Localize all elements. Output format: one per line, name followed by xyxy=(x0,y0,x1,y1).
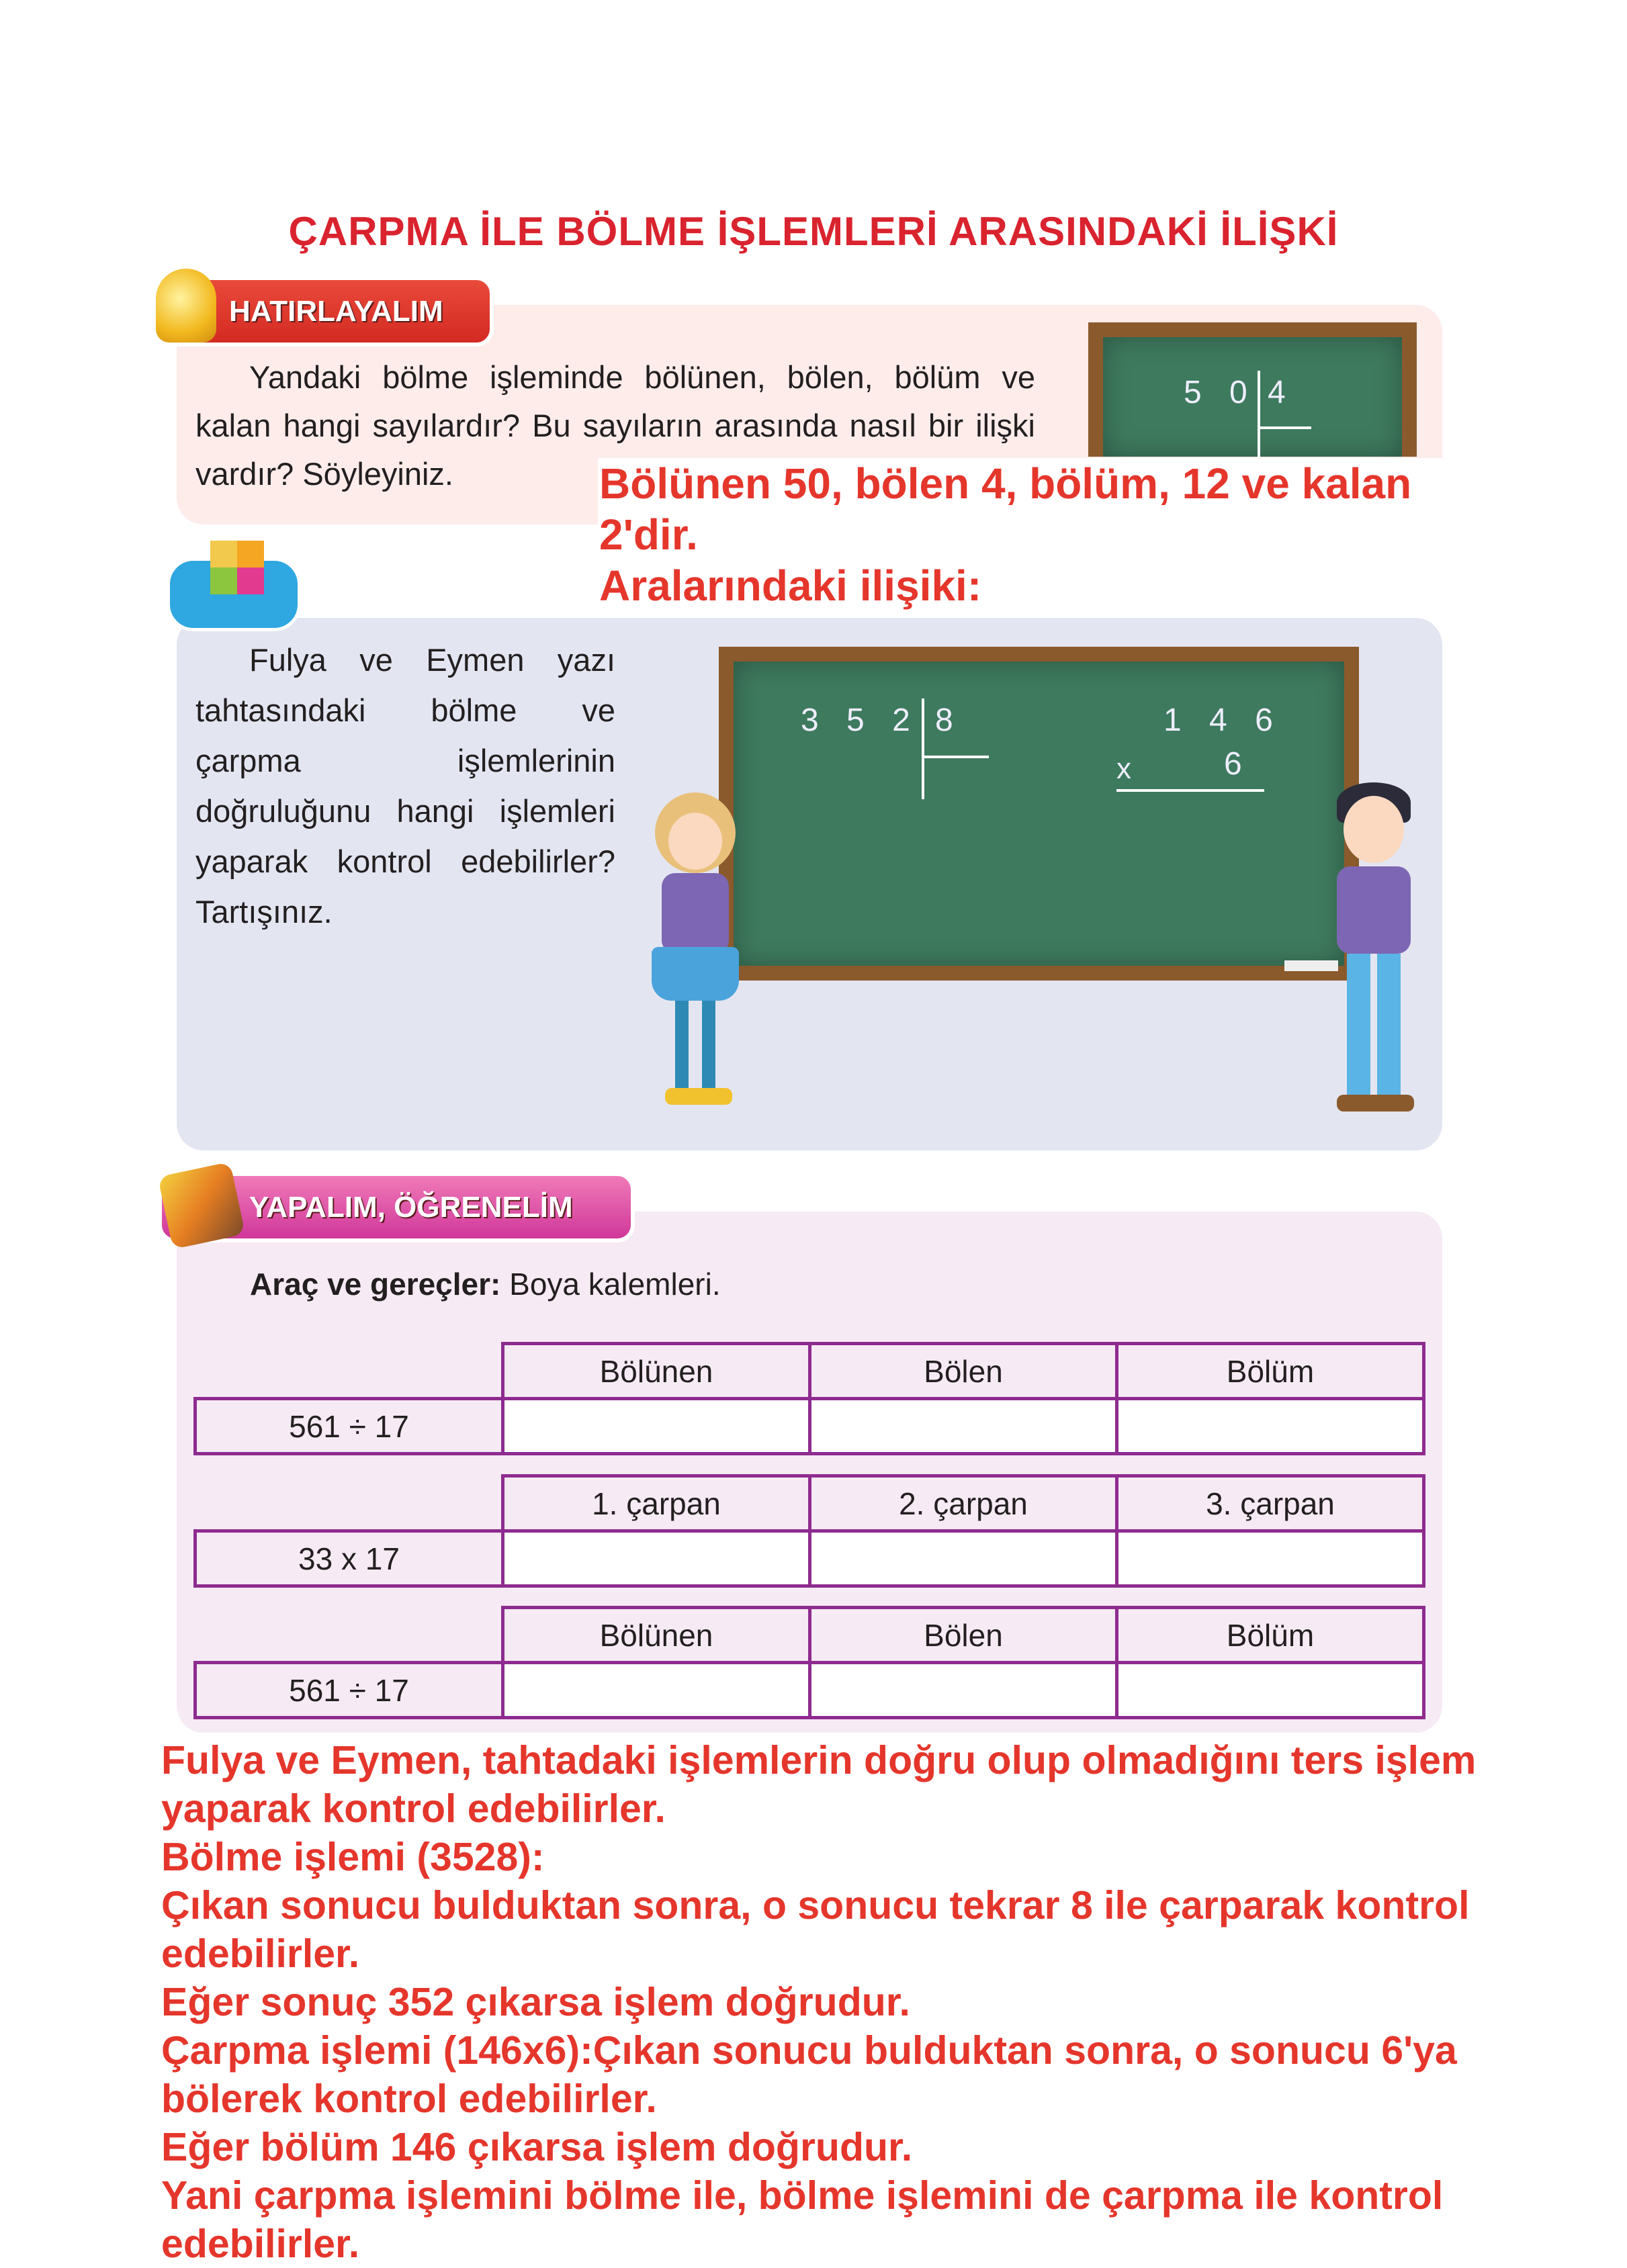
answer-line: Bölünen 50, bölen 4, bölüm, 12 ve kalan 2'dir. xyxy=(599,459,1412,559)
answer-line: Eğer bölüm 146 çıkarsa işlem doğrudur. xyxy=(161,2125,913,2169)
puzzle-speech-icon xyxy=(167,557,301,631)
tools-value: Boya kalemleri. xyxy=(500,1267,721,1302)
board-times: x xyxy=(1116,752,1141,785)
row-label: 561 ÷ 17 xyxy=(195,1663,503,1718)
answer-cell[interactable] xyxy=(1117,1531,1424,1586)
board-dividend: 3 5 2 xyxy=(801,702,920,738)
answer-line: Eğer sonuç 352 çıkarsa işlem doğrudur. xyxy=(161,1980,910,2024)
answer-overlay-2 xyxy=(0,1736,1627,2266)
row-label: 561 ÷ 17 xyxy=(195,1399,503,1454)
answer-line: Çarpma işlemi (146x6):Çıkan sonucu bulduktan sonra, o sonucu 6'ya bölerek kontrol edebilirler. xyxy=(161,2028,1457,2121)
header-cell: Bölünen xyxy=(503,1344,810,1399)
division-bar xyxy=(922,756,989,758)
small-chalkboard xyxy=(1088,322,1417,457)
header-cell: 2. çarpan xyxy=(810,1476,1117,1531)
board-divisor: 4 xyxy=(1268,375,1295,410)
division-table-2 xyxy=(193,1606,1425,1719)
answer-cell[interactable] xyxy=(503,1531,810,1586)
board-multiplicand: 1 4 6 xyxy=(1163,702,1282,738)
answer-cell[interactable] xyxy=(1117,1399,1424,1454)
remember-banner: HATIRLAYALIM xyxy=(158,276,494,347)
girl-illustration xyxy=(638,792,752,1128)
large-chalkboard xyxy=(719,647,1359,981)
board-multiplier: 6 xyxy=(1224,746,1251,782)
header-cell: Bölünen xyxy=(503,1608,810,1663)
division-table xyxy=(193,1342,1425,1455)
division-line xyxy=(922,698,924,799)
answer-overlay-1 xyxy=(598,458,1442,614)
remember-text: Yandaki bölme işleminde bölünen, bölen, bölüm ve kalan hangi sayılardır? Bu sayıların arasında nasıl bir ilişki vardır? Söyleyiniz. xyxy=(195,359,1035,492)
puzzle-piece-icon xyxy=(210,541,264,594)
answer-cell[interactable] xyxy=(1117,1663,1424,1718)
answer-cell[interactable] xyxy=(810,1663,1117,1718)
division-line xyxy=(1258,371,1260,471)
header-cell: Bölüm xyxy=(1117,1608,1424,1663)
tools-label: Araç ve gereçler: xyxy=(250,1267,501,1302)
header-cell: Bölen xyxy=(810,1344,1117,1399)
board-dividend: 5 0 xyxy=(1184,375,1257,410)
board-divisor: 8 xyxy=(935,702,963,738)
discussion-text: Fulya ve Eymen yazı tahtasındaki bölme ve çarpma işlemlerinin doğruluğunu hangi işlemleri yaparak kontrol edebilirler? Tartışınız. xyxy=(195,642,615,929)
answer-line: Bölme işlemi (3528): xyxy=(161,1835,545,1879)
header-cell: 3. çarpan xyxy=(1117,1476,1424,1531)
activity-banner: YAPALIM, ÖĞRENELİM xyxy=(158,1172,635,1242)
answer-line: Yani çarpma işlemini bölme ile, bölme işlemini de çarpma ile kontrol edebilirler. xyxy=(161,2173,1444,2266)
answer-cell[interactable] xyxy=(503,1399,810,1454)
answer-line: Fulya ve Eymen, tahtadaki işlemlerin doğru olup olmadığını ters işlem yaparak kontrol edebilirler. xyxy=(161,1738,1477,1831)
books-icon xyxy=(158,1162,245,1249)
header-cell: 1. çarpan xyxy=(503,1476,810,1531)
row-label: 33 x 17 xyxy=(195,1531,503,1586)
answer-line: Çıkan sonucu bulduktan sonra, o sonucu tekrar 8 ile çarparak kontrol edebilirler. xyxy=(161,1883,1470,1976)
answer-cell[interactable] xyxy=(810,1531,1117,1586)
answer-cell[interactable] xyxy=(503,1663,810,1718)
header-cell: Bölüm xyxy=(1117,1344,1424,1399)
division-bar xyxy=(1258,426,1311,429)
header-cell: Bölen xyxy=(810,1608,1117,1663)
bell-icon xyxy=(156,269,216,343)
answer-cell[interactable] xyxy=(810,1399,1117,1454)
boy-illustration xyxy=(1320,782,1427,1125)
answer-line: Aralarındaki ilişiki: xyxy=(599,561,982,610)
multiplication-line xyxy=(1116,789,1264,792)
multiplication-table xyxy=(193,1474,1425,1588)
page-title: ÇARPMA İLE BÖLME İŞLEMLERİ ARASINDAKİ İLİŞKİ xyxy=(288,209,1339,254)
tools-line xyxy=(250,1266,721,1302)
